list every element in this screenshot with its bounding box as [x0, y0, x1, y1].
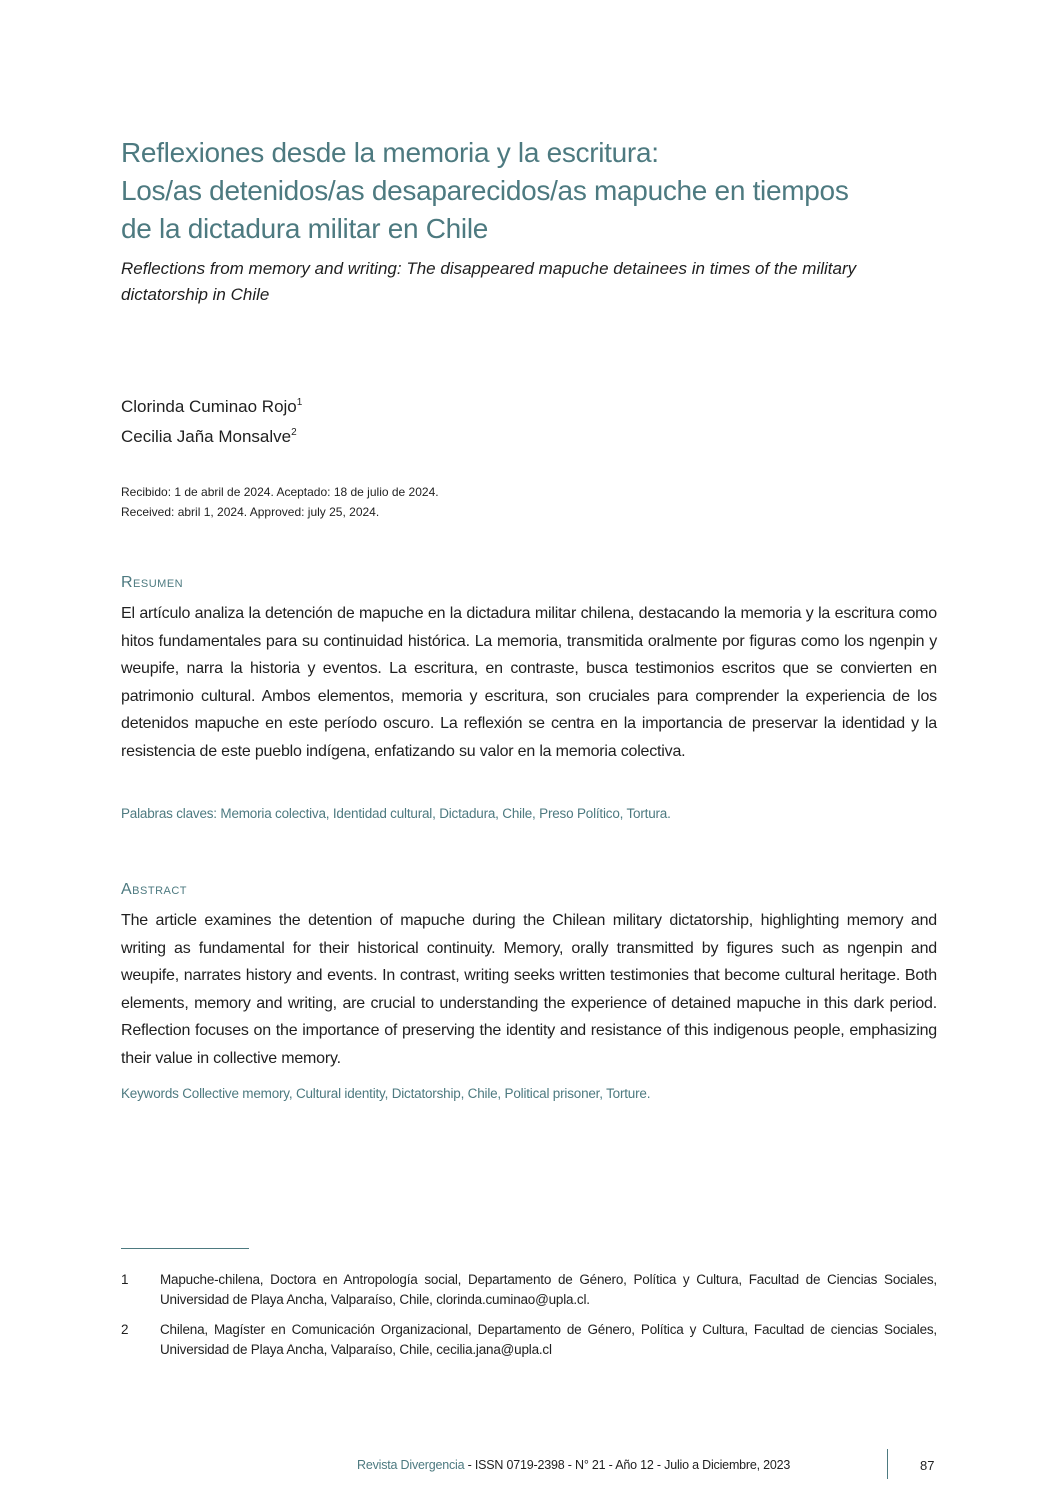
footnote-divider — [121, 1248, 249, 1249]
issue-details: - ISSN 0719-2398 - N° 21 - Año 12 - Julio a Diciembre, 2023 — [464, 1458, 791, 1472]
dates-es: Recibido: 1 de abril de 2024. Aceptado: 18 de julio de 2024. — [121, 485, 439, 499]
journal-name: Revista Divergencia — [357, 1458, 465, 1472]
footnote-text: Mapuche-chilena, Doctora en Antropología social, Departamento de Género, Política y Cultura, Facultad de Ciencias Sociales, Universidad de Playa Ancha, Valparaíso, Chile, clorinda.cuminao@upla.cl. — [160, 1272, 937, 1307]
title-line: Reflexiones desde la memoria y la escritura: — [121, 137, 659, 168]
resumen-keywords: Palabras claves: Memoria colectiva, Identidad cultural, Dictadura, Chile, Preso Político, Tortura. — [121, 806, 671, 821]
author-name: Clorinda Cuminao Rojo — [121, 397, 297, 416]
running-footer — [357, 1458, 790, 1472]
author-name: Cecilia Jaña Monsalve — [121, 427, 292, 446]
resumen-heading: Resumen — [121, 574, 184, 591]
article-title — [121, 134, 941, 248]
submission-dates — [121, 482, 439, 522]
footnote — [121, 1320, 937, 1360]
footnote-ref[interactable]: 2 — [291, 427, 297, 438]
abstract-heading: Abstract — [121, 881, 188, 898]
title-line: de la dictadura militar en Chile — [121, 213, 489, 244]
footnote-number: 2 — [121, 1322, 129, 1337]
author — [121, 390, 302, 420]
abstract-text: The article examines the detention of mapuche during the Chilean military dictatorship, highlighting memory and writing as fundamental for their historical continuity. Memory, orally transmitted by figures such as ngenpin and weupife, narrates history and events. In contrast, writing seeks written testimonies that become cultural heritage. Both elements, memory and writing, are crucial to understanding the experience of detained mapuche in this dark period. Reflection focuses on the importance of preserving the identity and resistance of this indigenous people, emphasizing their value in collective memory. — [121, 912, 937, 1067]
author — [121, 420, 302, 450]
page-number: 87 — [920, 1458, 935, 1473]
resumen-text: El artículo analiza la detención de mapuche en la dictadura militar chilena, destacando la memoria y la escritura como hitos fundamentales para su continuidad histórica. La memoria, transmitida oralmente por figuras como los ngenpin y weupife, narra la historia y eventos. La escritura, en contraste, busca testimonios escritos que se convierten en patrimonio cultural. Ambos elementos, memoria y escritura, son cruciales para comprender la experiencia de los detenidos mapuche en este período oscuro. La reflexión se centra en la importancia de preservar la identidad y la resistencia de este pueblo indígena, enfatizando su valor en la memoria colectiva. — [121, 605, 937, 760]
abstract-keywords: Keywords Collective memory, Cultural identity, Dictatorship, Chile, Political prisoner, Torture. — [121, 1086, 651, 1101]
dates-en: Received: abril 1, 2024. Approved: july 25, 2024. — [121, 505, 380, 519]
footer-divider — [887, 1449, 888, 1479]
footnote-ref[interactable]: 1 — [296, 397, 303, 408]
author-list — [121, 390, 302, 450]
english-title: Reflections from memory and writing: The disappeared mapuche detainees in times of the military dictatorship in Chile — [121, 259, 857, 304]
footnote-number: 1 — [121, 1272, 129, 1287]
title-line: Los/as detenidos/as desaparecidos/as mapuche en tiempos — [121, 175, 849, 206]
footnote — [121, 1270, 937, 1310]
footnote-text: Chilena, Magíster en Comunicación Organizacional, Departamento de Género, Política y Cultura, Facultad de ciencias Sociales, Universidad de Playa Ancha, Valparaíso, Chile, cecilia.jana@upla.cl — [160, 1322, 937, 1357]
